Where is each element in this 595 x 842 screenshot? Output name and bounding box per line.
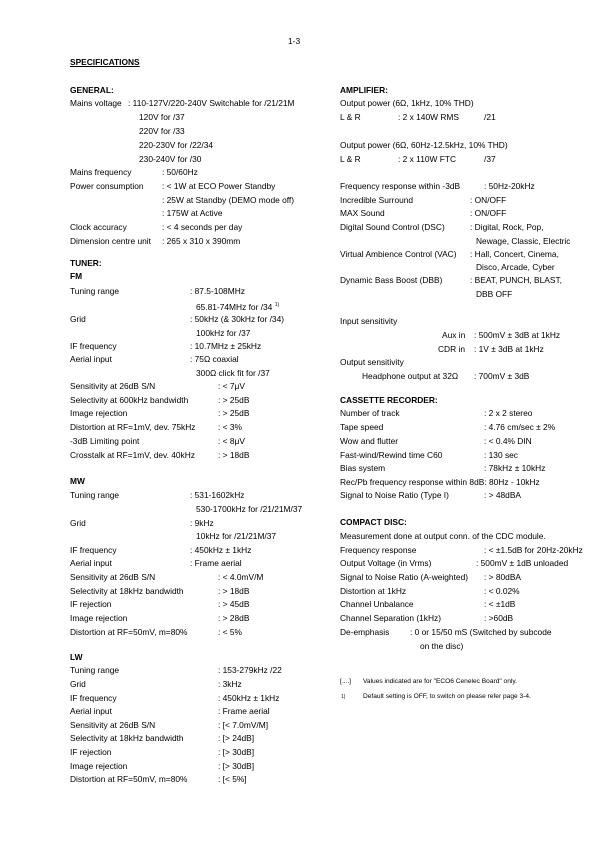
spec-label: Output Voltage (in Vrms) bbox=[340, 558, 432, 568]
spec-label: Fast-wind/Rewind time C60 bbox=[340, 450, 443, 460]
output-power-2: Output power (6Ω, 60Hz-12.5kHz, 10% THD) bbox=[340, 140, 508, 150]
spec-label: Tuning range bbox=[70, 665, 120, 675]
amplifier-heading: AMPLIFIER: bbox=[340, 85, 388, 95]
spec-label: Selectivity at 18kHz bandwidth bbox=[70, 586, 184, 596]
dimension-label: Dimension centre unit bbox=[70, 236, 151, 246]
spec-value: : > 18dB bbox=[218, 586, 250, 596]
aux-value: : 500mV ± 3dB at 1kHz bbox=[474, 330, 561, 340]
snr-label: Signal to Noise Ratio (Type I) bbox=[340, 490, 449, 500]
output-sensitivity: Output sensitivity bbox=[340, 357, 404, 367]
lr-label: L & R bbox=[340, 112, 361, 122]
power-consumption-value: : < 1W at ECO Power Standby bbox=[162, 181, 276, 191]
spec-label: Digital Sound Control (DSC) bbox=[340, 222, 445, 232]
spec-value: : 450kHz ± 1kHz bbox=[218, 693, 280, 703]
cdr-value: : 1V ± 3dB at 1kHz bbox=[474, 344, 544, 354]
spec-label: Incredible Surround bbox=[340, 195, 414, 205]
spec-label: IF frequency bbox=[70, 545, 117, 555]
mains-frequency-label: Mains frequency bbox=[70, 167, 132, 177]
spec-label: Image rejection bbox=[70, 613, 128, 623]
spec-value: : BEAT, PUNCH, BLAST, bbox=[470, 275, 562, 285]
mains-voltage-line: 120V for /37 bbox=[139, 112, 185, 122]
spec-label: Tape speed bbox=[340, 422, 384, 432]
spec-label: Distortion at RF=50mV, m=80% bbox=[70, 774, 188, 784]
spec-label: Grid bbox=[70, 679, 86, 689]
spec-label: Aerial input bbox=[70, 558, 112, 568]
spec-label: Aerial input bbox=[70, 354, 112, 364]
spec-value: : [> 30dB] bbox=[218, 761, 255, 771]
spec-value: : 531-1602kHz bbox=[190, 490, 245, 500]
spec-label: Wow and flutter bbox=[340, 436, 399, 446]
spec-value: : > 25dB bbox=[218, 408, 250, 418]
fm-heading: FM bbox=[70, 271, 83, 281]
spec-label: Number of track bbox=[340, 408, 400, 418]
footnote-text: Default setting is OFF, to switch on please refer page 3-4. bbox=[363, 693, 531, 700]
footnote-mark: 1) bbox=[341, 694, 346, 700]
spec-label: IF frequency bbox=[70, 341, 117, 351]
tuner-heading: TUNER: bbox=[70, 258, 102, 268]
spec-value: : < 5% bbox=[218, 627, 242, 637]
lw-heading: LW bbox=[70, 652, 83, 662]
spec-label: Selectivity at 600kHz bandwidth bbox=[70, 395, 189, 405]
spec-label: IF rejection bbox=[70, 599, 112, 609]
spec-label: Dynamic Bass Boost (DBB) bbox=[340, 275, 443, 285]
spec-label: IF rejection bbox=[70, 747, 112, 757]
spec-value: : >60dB bbox=[484, 613, 514, 623]
spec-value: : < 3% bbox=[218, 422, 242, 432]
power-consumption-line: : 175W at Active bbox=[162, 208, 223, 218]
spec-value: : 3kHz bbox=[218, 679, 242, 689]
cdr-label: CDR in bbox=[438, 344, 465, 354]
de-emphasis-value: on the disc) bbox=[420, 641, 464, 651]
mains-voltage-label: Mains voltage bbox=[70, 98, 122, 108]
mains-voltage-value: : 110-127V/220-240V Switchable for /21/21M bbox=[128, 98, 295, 108]
spec-value: : 87.5-108MHz bbox=[190, 286, 245, 296]
spec-value: 65.81-74MHz for /34 $^{1)}$ bbox=[196, 301, 280, 312]
mains-voltage-line: 220-230V for /22/34 bbox=[139, 140, 214, 150]
spec-value: : 50Hz-20kHz bbox=[484, 181, 535, 191]
cassette-heading: CASSETTE RECORDER: bbox=[340, 395, 438, 405]
spec-value: 10kHz for /21/21M/37 bbox=[196, 531, 277, 541]
spec-value: : [> 30dB] bbox=[218, 747, 255, 757]
footnote-ref: 1) bbox=[274, 302, 280, 308]
lr-value: : 2 x 140W RMS bbox=[398, 112, 459, 122]
spec-value: : 10.7MHz ± 25kHz bbox=[190, 341, 262, 351]
spec-label: Image rejection bbox=[70, 761, 128, 771]
spec-value: : [< 5%] bbox=[218, 774, 247, 784]
headphone-value: : 700mV ± 3dB bbox=[474, 371, 530, 381]
spec-value: : > 18dB bbox=[218, 450, 250, 460]
spec-value: : < 8μV bbox=[218, 436, 245, 446]
cd-heading: COMPACT DISC: bbox=[340, 517, 407, 527]
spec-value: 100kHz for /37 bbox=[196, 328, 251, 338]
page-title: SPECIFICATIONS bbox=[70, 57, 140, 67]
spec-value: : Frame aerial bbox=[218, 706, 270, 716]
mains-voltage-line: 230-240V for /30 bbox=[139, 154, 202, 164]
dimension-value: : 265 x 310 x 390mm bbox=[162, 236, 241, 246]
lr-value: : 2 x 110W FTC bbox=[398, 154, 457, 164]
footnote-mark: [....] bbox=[340, 678, 351, 685]
lr-label: L & R bbox=[340, 154, 361, 164]
spec-value: : < 4.0mV/M bbox=[218, 572, 264, 582]
spec-label: Channel Unbalance bbox=[340, 599, 414, 609]
spec-label: Sensitivity at 26dB S/N bbox=[70, 381, 156, 391]
spec-label: Grid bbox=[70, 314, 86, 324]
lr-suffix: /21 bbox=[484, 112, 496, 122]
spec-value: : > 28dB bbox=[218, 613, 250, 623]
spec-label: Bias system bbox=[340, 463, 386, 473]
spec-label: Channel Separation (1kHz) bbox=[340, 613, 442, 623]
spec-value: : 500mV ± 1dB unloaded bbox=[476, 558, 569, 568]
mains-voltage-line: 220V for /33 bbox=[139, 126, 185, 136]
spec-value: : 4.76 cm/sec ± 2% bbox=[484, 422, 556, 432]
de-emphasis-label: De-emphasis bbox=[340, 627, 390, 637]
snr-value: : > 48dBA bbox=[484, 490, 522, 500]
rec-pb-response: Rec/Pb frequency response within 8dB: 80Hz - 10kHz bbox=[340, 477, 540, 487]
spec-label: Frequency response bbox=[340, 545, 417, 555]
mw-heading: MW bbox=[70, 476, 85, 486]
spec-value: : > 45dB bbox=[218, 599, 250, 609]
de-emphasis-value: : 0 or 15/50 mS (Switched by subcode bbox=[410, 627, 552, 637]
spec-value: : 450kHz ± 1kHz bbox=[190, 545, 252, 555]
spec-value: : < 7μV bbox=[218, 381, 245, 391]
spec-value: : Frame aerial bbox=[190, 558, 242, 568]
spec-label: Aerial input bbox=[70, 706, 112, 716]
spec-value: 530-1700kHz for /21/21M/37 bbox=[196, 504, 303, 514]
spec-value: : 50kHz (& 30kHz for /34) bbox=[190, 314, 285, 324]
clock-accuracy-label: Clock accuracy bbox=[70, 222, 127, 232]
spec-label: Signal to Noise Ratio (A-weighted) bbox=[340, 572, 469, 582]
cd-measurement-note: Measurement done at output conn. of the CDC module. bbox=[340, 531, 546, 541]
spec-label: Tuning range bbox=[70, 490, 120, 500]
spec-value: : 78kHz ± 10kHz bbox=[484, 463, 546, 473]
spec-label: Crosstalk at RF=1mV, dev. 40kHz bbox=[70, 450, 195, 460]
spec-value: : < ±1.5dB for 20Hz-20kHz bbox=[484, 545, 583, 555]
spec-label: Tuning range bbox=[70, 286, 120, 296]
spec-label: Distortion at RF=50mV, m=80% bbox=[70, 627, 188, 637]
general-heading: GENERAL: bbox=[70, 85, 114, 95]
clock-accuracy-value: : < 4 seconds per day bbox=[162, 222, 243, 232]
headphone-label: Headphone output at 32Ω bbox=[362, 371, 459, 381]
spec-value: : > 80dBA bbox=[484, 572, 522, 582]
spec-label: Image rejection bbox=[70, 408, 128, 418]
spec-value: : [> 24dB] bbox=[218, 733, 255, 743]
input-sensitivity: Input sensitivity bbox=[340, 316, 398, 326]
spec-label: -3dB Limiting point bbox=[70, 436, 140, 446]
power-consumption-line: : 25W at Standby (DEMO mode off) bbox=[162, 195, 295, 205]
spec-label: Sensitivity at 26dB S/N bbox=[70, 720, 156, 730]
spec-value: : 130 sec bbox=[484, 450, 518, 460]
spec-label: Distortion at 1kHz bbox=[340, 586, 407, 596]
spec-value: : 9kHz bbox=[190, 518, 214, 528]
spec-value: : < 0.4% DIN bbox=[484, 436, 532, 446]
spec-value: : 2 x 2 stereo bbox=[484, 408, 533, 418]
spec-value: : 153-279kHz /22 bbox=[218, 665, 282, 675]
spec-label: Selectivity at 18kHz bandwidth bbox=[70, 733, 184, 743]
spec-value: Newage, Classic, Electric bbox=[476, 236, 571, 246]
spec-value: : Digital, Rock, Pop, bbox=[470, 222, 544, 232]
spec-value: : 75Ω coaxial bbox=[190, 354, 239, 364]
lr-suffix: /37 bbox=[484, 154, 496, 164]
spec-value: 300Ω click fit for /37 bbox=[196, 368, 270, 378]
spec-value: Disco, Arcade, Cyber bbox=[476, 262, 555, 272]
output-power-1: Output power (6Ω, 1kHz, 10% THD) bbox=[340, 98, 474, 108]
spec-value: DBB OFF bbox=[476, 289, 513, 299]
spec-value: : Hall, Concert, Cinema, bbox=[470, 249, 559, 259]
spec-label: MAX Sound bbox=[340, 208, 385, 218]
spec-label: Distortion at RF=1mV, dev. 75kHz bbox=[70, 422, 196, 432]
aux-label: Aux in bbox=[442, 330, 466, 340]
power-consumption-label: Power consumption bbox=[70, 181, 144, 191]
spec-value: : > 25dB bbox=[218, 395, 250, 405]
spec-value: : [< 7.0mV/M] bbox=[218, 720, 269, 730]
spec-value: : < ±1dB bbox=[484, 599, 516, 609]
footnote-text: Values indicated are for "ECO6 Cenelec Board" only. bbox=[363, 678, 517, 685]
spec-value: : < 0.02% bbox=[484, 586, 520, 596]
spec-value: : ON/OFF bbox=[470, 208, 507, 218]
mains-frequency-value: : 50/60Hz bbox=[162, 167, 198, 177]
spec-label: Frequency response within -3dB bbox=[340, 181, 461, 191]
spec-label: Grid bbox=[70, 518, 86, 528]
page-number: 1-3 bbox=[288, 36, 301, 46]
spec-label: Virtual Ambience Control (VAC) bbox=[340, 249, 457, 259]
spec-value: : ON/OFF bbox=[470, 195, 507, 205]
spec-label: IF frequency bbox=[70, 693, 117, 703]
spec-label: Sensitivity at 26dB S/N bbox=[70, 572, 156, 582]
